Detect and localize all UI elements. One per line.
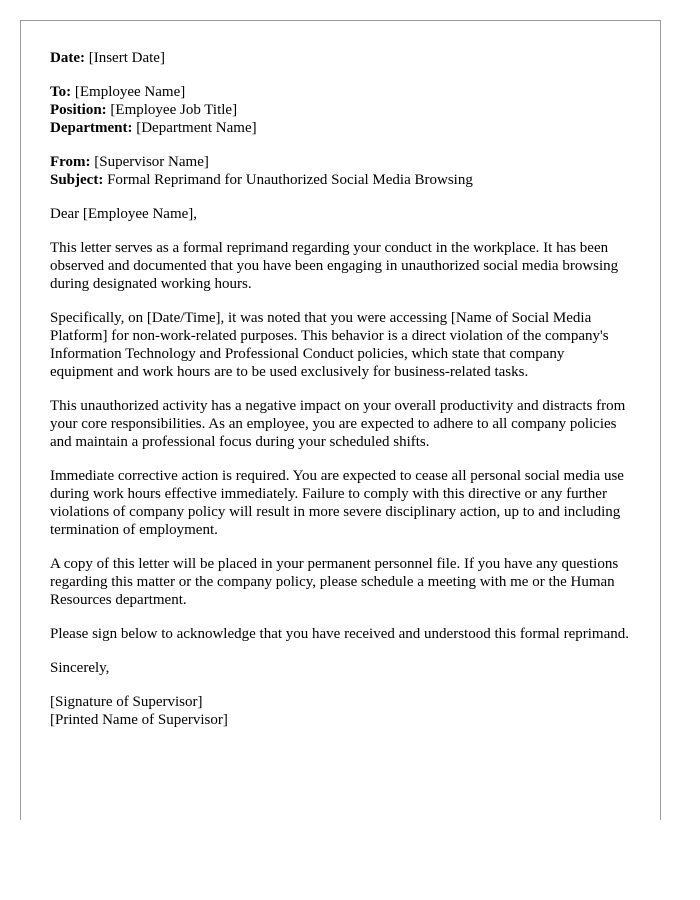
letter-content	[50, 49, 630, 745]
date-block	[50, 49, 630, 67]
body-paragraph-2: Specifically, on [Date/Time], it was noted that you were accessing [Name of Social Media Platform] for non-work-related purposes. This behavior is a direct violation of the company's Information Technology and Professional Conduct policies, which state that company equipment and work hours are to be used exclusively for business-related tasks.	[50, 310, 609, 380]
position-label: Position:	[50, 102, 107, 118]
recipient-block	[50, 83, 630, 137]
from-value: [Supervisor Name]	[94, 154, 209, 170]
date-value: [Insert Date]	[88, 50, 165, 66]
closing: Sincerely,	[50, 660, 110, 676]
body-paragraph-5: A copy of this letter will be placed in your permanent personnel file. If you have any questions regarding this matter or the company policy, please schedule a meeting with me or the Human Resources department.	[50, 556, 619, 608]
position-line	[50, 101, 630, 119]
to-line	[50, 83, 630, 101]
from-line	[50, 153, 630, 171]
from-label: From:	[50, 154, 91, 170]
signature-line: [Signature of Supervisor]	[50, 694, 203, 710]
to-label: To:	[50, 84, 72, 100]
body-paragraph-3: This unauthorized activity has a negative impact on your overall productivity and distracts from your core responsibilities. As an employee, you are expected to adhere to all company policies and maintain a professional focus during your scheduled shifts.	[50, 398, 626, 450]
position-value: [Employee Job Title]	[110, 102, 238, 118]
body-paragraph-4: Immediate corrective action is required. You are expected to cease all personal social media use during work hours effective immediately. Failure to comply with this directive or any further violations of company policy will result in more severe disciplinary action, up to and including termination of employment.	[50, 468, 624, 538]
department-label: Department:	[50, 120, 133, 136]
date-line	[50, 49, 630, 67]
date-label: Date:	[50, 50, 85, 66]
body-paragraph-6: Please sign below to acknowledge that you have received and understood this formal reprimand.	[50, 626, 629, 642]
sender-block	[50, 153, 630, 189]
subject-value: Formal Reprimand for Unauthorized Social Media Browsing	[107, 172, 473, 188]
subject-label: Subject:	[50, 172, 104, 188]
salutation: Dear [Employee Name],	[50, 206, 198, 222]
subject-line	[50, 171, 630, 189]
department-line	[50, 119, 630, 137]
department-value: [Department Name]	[136, 120, 257, 136]
body-paragraph-1: This letter serves as a formal reprimand regarding your conduct in the workplace. It has been observed and documented that you have been engaging in unauthorized social media browsing during designated working hours.	[50, 240, 619, 292]
to-value: [Employee Name]	[74, 84, 186, 100]
signature-block	[50, 693, 630, 729]
letter-page	[20, 20, 661, 820]
printed-name-line: [Printed Name of Supervisor]	[50, 712, 228, 728]
